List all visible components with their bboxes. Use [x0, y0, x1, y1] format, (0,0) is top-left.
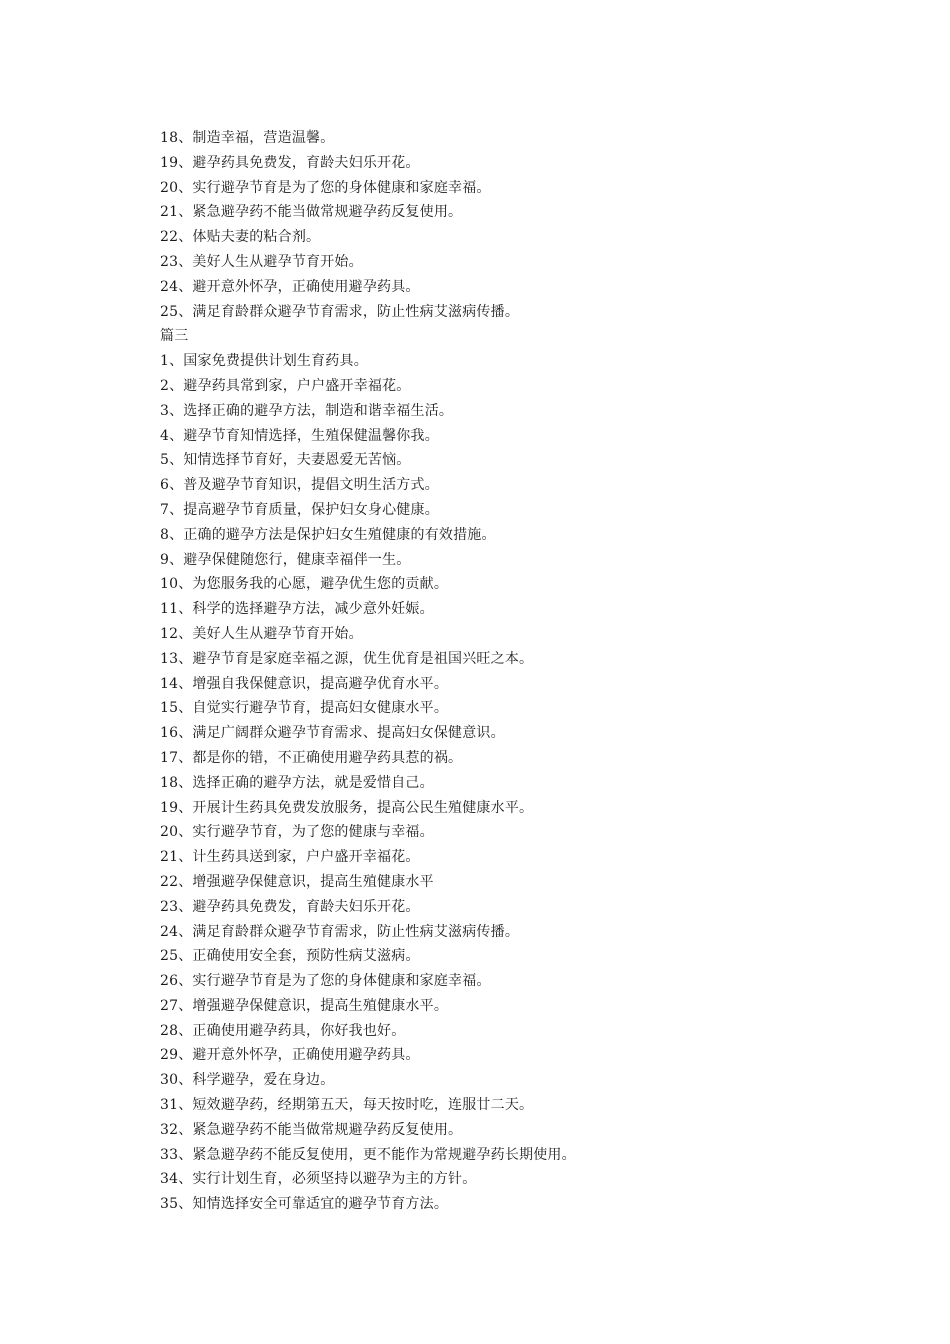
slogan-line: 13、避孕节育是家庭幸福之源，优生优育是祖国兴旺之本。: [160, 650, 534, 667]
slogan-line: 23、避孕药具免费发，育龄夫妇乐开花。: [160, 898, 420, 915]
slogan-line: 5、知情选择节育好，夫妻恩爱无苦恼。: [160, 452, 411, 469]
slogan-line: 24、满足育龄群众避孕节育需求，防止性病艾滋病传播。: [160, 923, 520, 940]
slogan-line: 9、避孕保健随您行，健康幸福伴一生。: [160, 551, 411, 568]
slogan-line: 28、正确使用避孕药具，你好我也好。: [160, 1022, 406, 1039]
slogan-line: 7、提高避孕节育质量，保护妇女身心健康。: [160, 501, 439, 518]
slogan-line: 14、增强自我保健意识，提高避孕优育水平。: [160, 675, 449, 692]
slogan-line: 29、避开意外怀孕，正确使用避孕药具。: [160, 1047, 420, 1064]
slogan-line: 25、满足育龄群众避孕节育需求，防止性病艾滋病传播。: [160, 303, 520, 320]
slogan-line: 16、满足广阔群众避孕节育需求、提高妇女保健意识。: [160, 725, 505, 742]
slogan-line: 12、美好人生从避孕节育开始。: [160, 625, 363, 642]
document-body: [160, 126, 880, 1217]
slogan-line: 2、避孕药具常到家，户户盛开幸福花。: [160, 377, 411, 394]
slogan-line: 34、实行计划生育，必须坚持以避孕为主的方针。: [160, 1171, 477, 1188]
slogan-line: 20、实行避孕节育，为了您的健康与幸福。: [160, 824, 434, 841]
slogan-line: 30、科学避孕，爱在身边。: [160, 1072, 335, 1089]
slogan-line: 21、计生药具送到家，户户盛开幸福花。: [160, 849, 420, 866]
slogan-line: 19、避孕药具免费发，育龄夫妇乐开花。: [160, 154, 420, 171]
slogan-line: 22、体贴夫妻的粘合剂。: [160, 229, 321, 246]
slogan-line: 33、紧急避孕药不能反复使用，更不能作为常规避孕药长期使用。: [160, 1146, 576, 1163]
slogan-line: 4、避孕节育知情选择，生殖保健温馨你我。: [160, 427, 439, 444]
slogan-line: 11、科学的选择避孕方法，减少意外妊娠。: [160, 601, 434, 618]
slogan-line: 18、制造幸福，营造温馨。: [160, 130, 335, 146]
slogan-line: 3、选择正确的避孕方法，制造和谐幸福生活。: [160, 402, 454, 419]
slogan-list-part-three: [160, 349, 880, 1217]
slogan-line: 17、都是你的错，不正确使用避孕药具惹的祸。: [160, 749, 463, 766]
slogan-line: 21、紧急避孕药不能当做常规避孕药反复使用。: [160, 204, 463, 221]
slogan-line: 8、正确的避孕方法是保护妇女生殖健康的有效措施。: [160, 526, 496, 543]
slogan-line: 1、国家免费提供计划生育药具。: [160, 353, 368, 370]
slogan-line: 6、普及避孕节育知识，提倡文明生活方式。: [160, 477, 439, 494]
slogan-line: 15、自觉实行避孕节育，提高妇女健康水平。: [160, 700, 449, 717]
slogan-line: 27、增强避孕保健意识，提高生殖健康水平。: [160, 997, 449, 1014]
slogan-line: 32、紧急避孕药不能当做常规避孕药反复使用。: [160, 1121, 463, 1138]
slogan-line: 24、避开意外怀孕，正确使用避孕药具。: [160, 278, 420, 295]
slogan-line: 10、为您服务我的心愿，避孕优生您的贡献。: [160, 576, 449, 593]
slogan-line: 19、开展计生药具免费发放服务，提高公民生殖健康水平。: [160, 799, 534, 816]
slogan-list-continued: [160, 126, 880, 324]
slogan-line: 31、短效避孕药，经期第五天，每天按时吃，连服廿二天。: [160, 1097, 534, 1114]
slogan-line: 25、正确使用安全套，预防性病艾滋病。: [160, 948, 420, 965]
slogan-line: 23、美好人生从避孕节育开始。: [160, 253, 363, 270]
slogan-line: 35、知情选择安全可靠适宜的避孕节育方法。: [160, 1196, 449, 1213]
slogan-line: 22、增强避孕保健意识，提高生殖健康水平: [160, 873, 434, 890]
slogan-line: 26、实行避孕节育是为了您的身体健康和家庭幸福。: [160, 973, 491, 990]
slogan-line: 20、实行避孕节育是为了您的身体健康和家庭幸福。: [160, 179, 491, 196]
slogan-line: 18、选择正确的避孕方法，就是爱惜自己。: [160, 774, 434, 791]
section-heading: 篇三: [160, 328, 189, 345]
